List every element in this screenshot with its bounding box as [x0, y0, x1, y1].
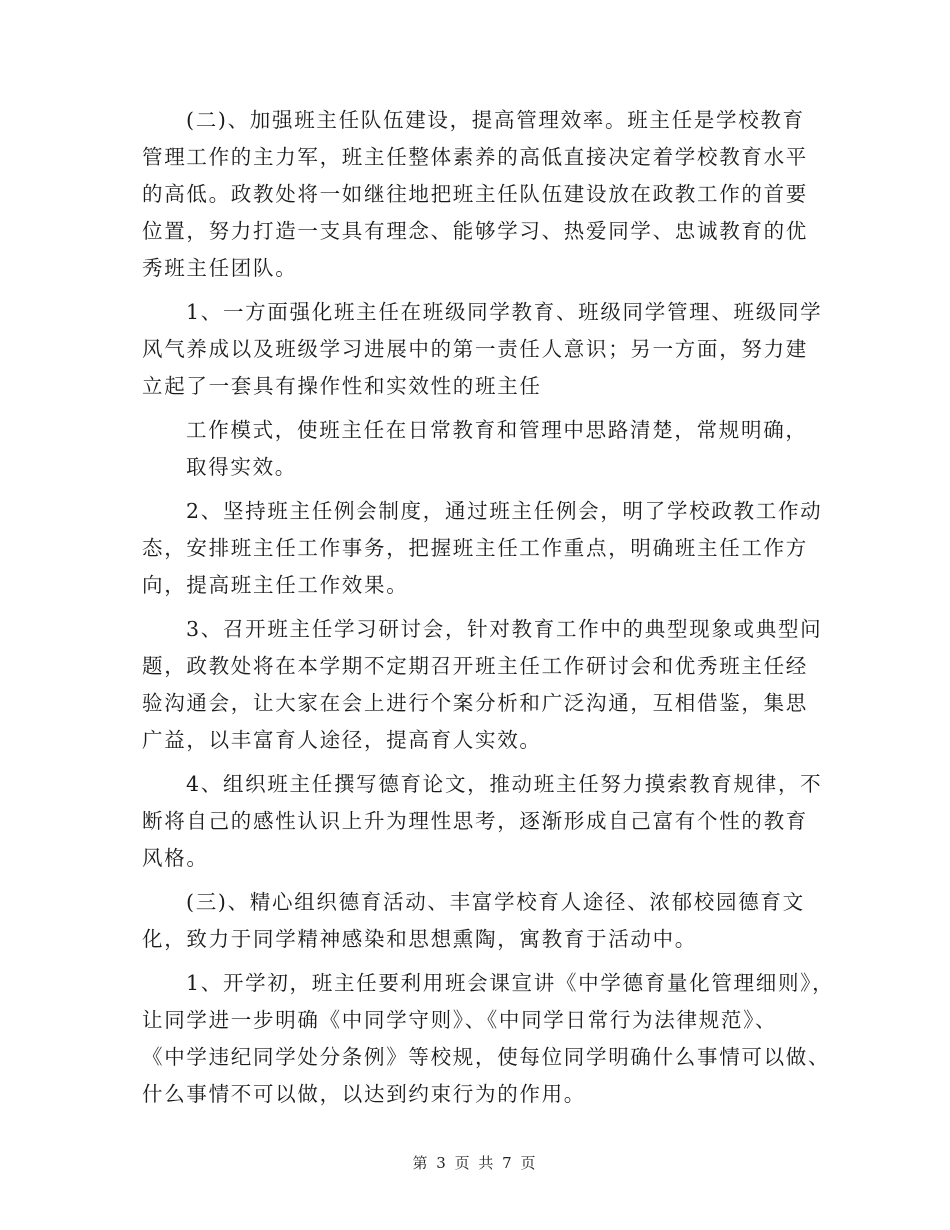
text-line: 什么事情不可以做，以达到约束行为的作用。 [142, 1082, 586, 1106]
paragraph [142, 294, 822, 405]
text-line: 风气养成以及班级学习进展中的第一责任人意识；另一方面，努力建 [142, 337, 808, 361]
text-line: 断将自己的感性认识上升为理性思考，逐渐形成自己富有个性的教育 [142, 809, 808, 833]
text-line: 2、坚持班主任例会制度，通过班主任例会，明了学校政教工作动 [186, 499, 823, 523]
paragraph [142, 412, 822, 486]
text-line: 《中学违纪同学处分条例》等校规，使每位同学明确什么事情可以做、 [142, 1045, 831, 1069]
text-line: 向，提高班主任工作效果。 [142, 573, 409, 597]
text-line: 的高低。政教处将一如继往地把班主任队伍建设放在政教工作的首要 [142, 182, 808, 206]
paragraph [142, 493, 822, 604]
text-line: 广益，以丰富育人途径，提高育人实效。 [142, 728, 542, 752]
text-line: 风格。 [142, 846, 209, 870]
text-line: 取得实效。 [186, 455, 297, 479]
text-line: 题，政教处将在本学期不定期召开班主任工作研讨会和优秀班主任经 [142, 654, 808, 678]
text-line: 态，安排班主任工作事务，把握班主任工作重点，明确班主任工作方 [142, 536, 808, 560]
text-line: 化，致力于同学精神感染和思想熏陶，寓教育于活动中。 [142, 927, 697, 951]
page-number-footer: 第 3 页 共 7 页 [412, 1154, 538, 1172]
text-line: 验沟通会，让大家在会上进行个案分析和广泛沟通，互相借鉴，集思 [142, 691, 808, 715]
document-body [142, 102, 835, 1113]
paragraph [142, 766, 822, 877]
text-line: 工作模式，使班主任在日常教育和管理中思路清楚，常规明确， [186, 418, 808, 442]
paragraph [142, 965, 835, 1113]
text-line: 秀班主任团队。 [142, 256, 298, 280]
text-line: 让同学进一步明确《中同学守则》、《中同学日常行为法律规范》、 [142, 1008, 778, 1032]
text-line: (二)、加强班主任队伍建设，提高管理效率。班主任是学校教育 [186, 108, 805, 132]
text-line: 1、开学初，班主任要利用班会课宣讲《中学德育量化管理细则》， [186, 971, 835, 995]
paragraph [142, 611, 822, 759]
text-line: 4、组织班主任撰写德育论文，推动班主任努力摸索教育规律，不 [186, 772, 823, 796]
text-line: (三)、精心组织德育活动、丰富学校育人途径、浓郁校园德育文 [186, 890, 805, 914]
text-line: 3、召开班主任学习研讨会，针对教育工作中的典型现象或典型问 [186, 617, 823, 641]
text-line: 立起了一套具有操作性和实效性的班主任 [142, 374, 542, 398]
paragraph [142, 102, 822, 287]
text-line: 1、一方面强化班主任在班级同学教育、班级同学管理、班级同学 [186, 300, 823, 324]
paragraph [142, 884, 822, 958]
text-line: 位置，努力打造一支具有理念、能够学习、热爱同学、忠诚教育的优 [142, 219, 808, 243]
text-line: 管理工作的主力军，班主任整体素养的高低直接决定着学校教育水平 [142, 145, 808, 169]
